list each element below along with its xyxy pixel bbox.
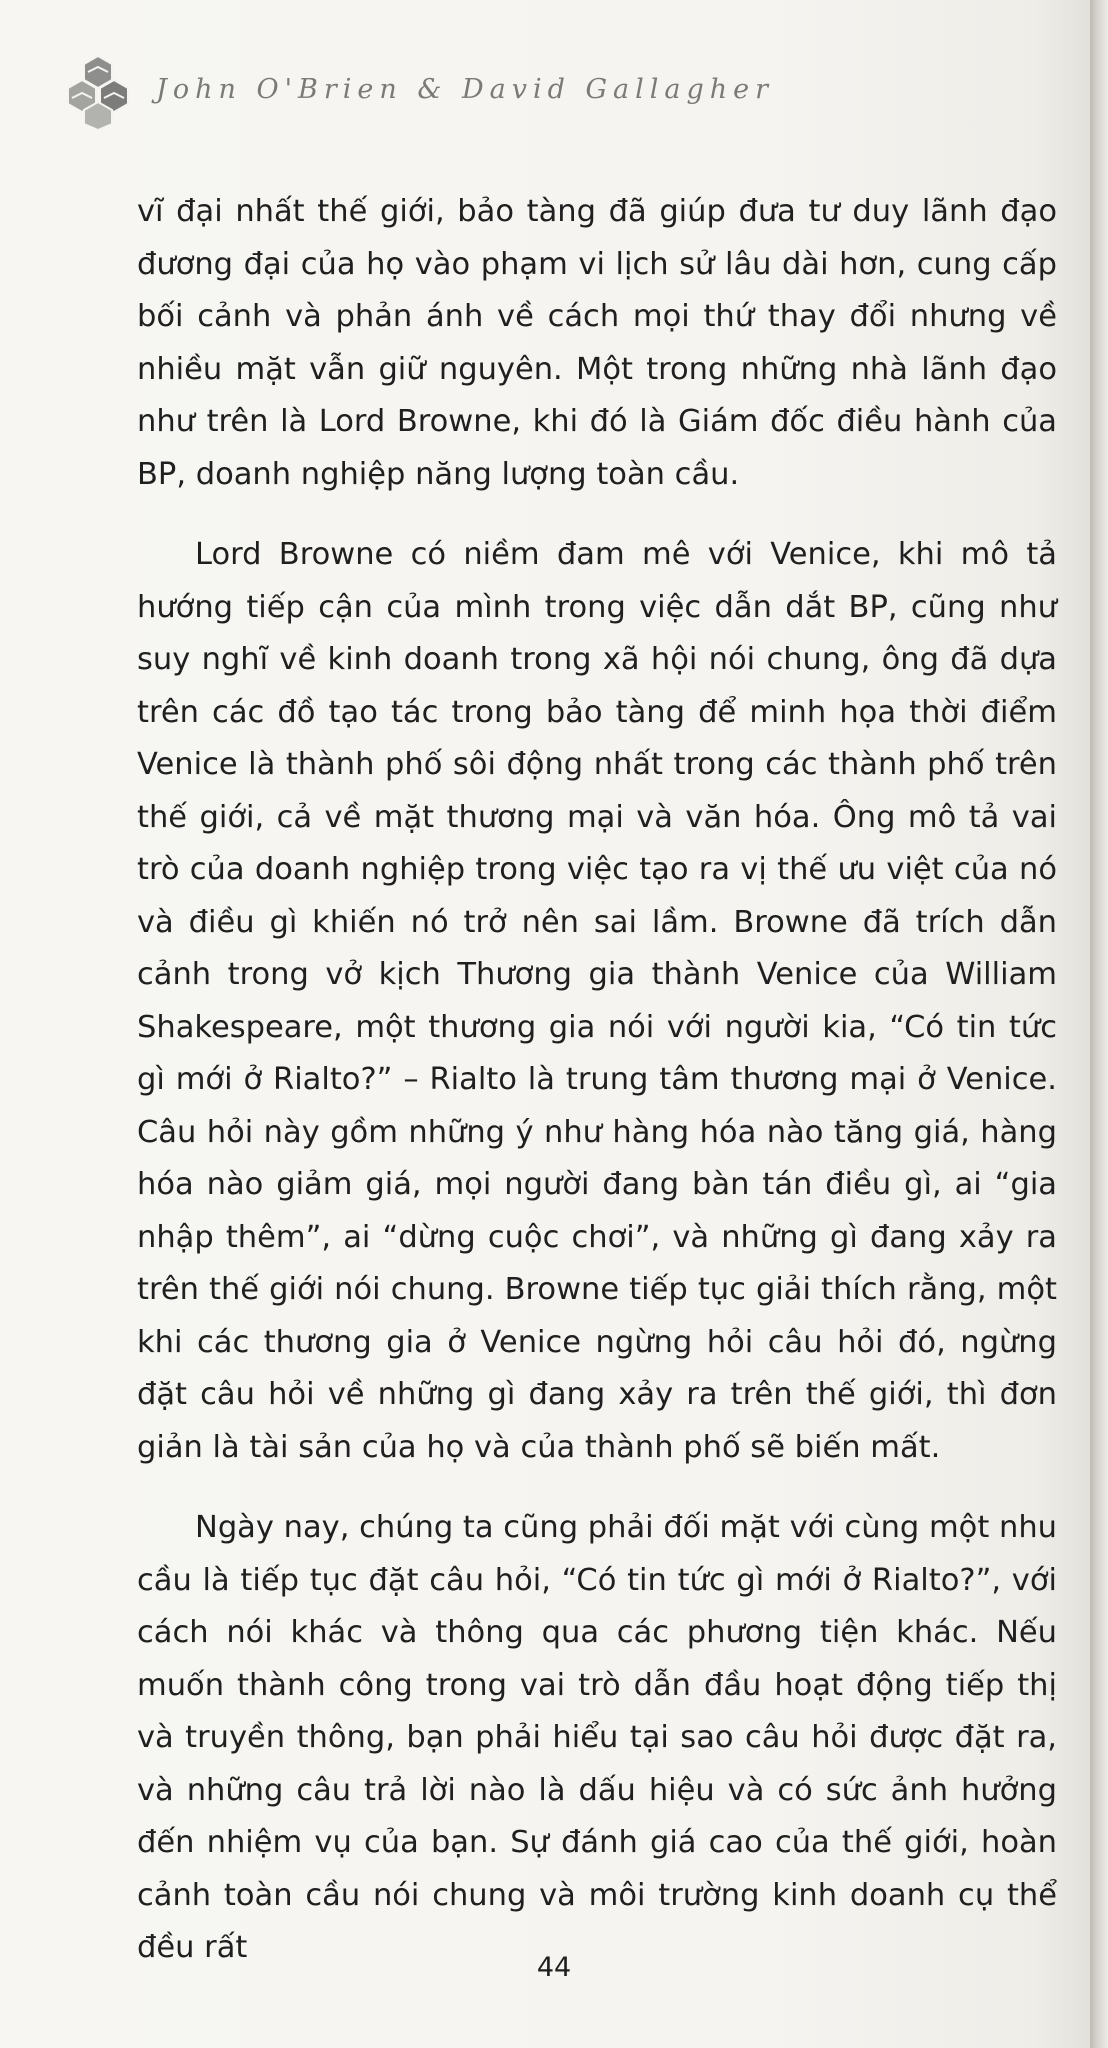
page-header — [58, 50, 775, 130]
paragraph-1: vĩ đại nhất thế giới, bảo tàng đã giúp đưa tư duy lãnh đạo đương đại của họ vào phạm vi lịch sử lâu dài hơn, cung cấp bối cảnh và phản ánh về cách mọi thứ thay đổi nhưng về nhiều mặt vẫn giữ nguyên. Một trong những nhà lãnh đạo như trên là Lord Browne, khi đó là Giám đốc điều hành của BP, doanh nghiệp năng lượng toàn cầu. — [137, 194, 1057, 492]
paragraph-3: Ngày nay, chúng ta cũng phải đối mặt với cùng một nhu cầu là tiếp tục đặt câu hỏi, “Có tin tức gì mới ở Rialto?”, với cách nói khác và thông qua các phương tiện khác. Nếu muốn thành công trong vai trò dẫn đầu hoạt động tiếp thị và truyền thông, bạn phải hiểu tại sao câu hỏi được đặt ra, và những câu trả lời nào là dấu hiệu và có sức ảnh hưởng đến nhiệm vụ của bạn. Sự đánh giá cao của thế giới, hoàn cảnh toàn cầu nói chung và môi trường kinh doanh cụ thể đều rất — [137, 1510, 1057, 1965]
page-edge — [1090, 0, 1108, 2048]
running-head: John O'Brien & David Gallagher — [156, 74, 775, 105]
body-text — [137, 186, 1057, 1975]
hexagon-cluster-logo-icon — [58, 50, 138, 130]
paragraph-2: Lord Browne có niềm đam mê với Venice, khi mô tả hướng tiếp cận của mình trong việc dẫn dắt BP, cũng như suy nghĩ về kinh doanh trong xã hội nói chung, ông đã dựa trên các đồ tạo tác trong bảo tàng để minh họa thời điểm Venice là thành phố sôi động nhất trong các thành phố trên thế giới, cả về mặt thương mại và văn hóa. Ông mô tả vai trò của doanh nghiệp trong việc tạo ra vị thế ưu việt của nó và điều gì khiến nó trở nên sai lầm. Browne đã trích dẫn cảnh trong vở kịch Thương gia thành Venice của William Shakespeare, một thương gia nói với người kia, “Có tin tức gì mới ở Rialto?” – Rialto là trung tâm thương mại ở Venice. Câu hỏi này gồm những ý như hàng hóa nào tăng giá, hàng hóa nào giảm giá, mọi người đang bàn tán điều gì, ai “gia nhập thêm”, ai “dừng cuộc chơi”, và những gì đang xảy ra trên thế giới nói chung. Browne tiếp tục giải thích rằng, một khi các thương gia ở Venice ngừng hỏi câu hỏi đó, ngừng đặt câu hỏi về những gì đang xảy ra trên thế giới, thì đơn giản là tài sản của họ và của thành phố sẽ biến mất. — [137, 537, 1057, 1465]
page-number: 44 — [536, 1952, 572, 1983]
